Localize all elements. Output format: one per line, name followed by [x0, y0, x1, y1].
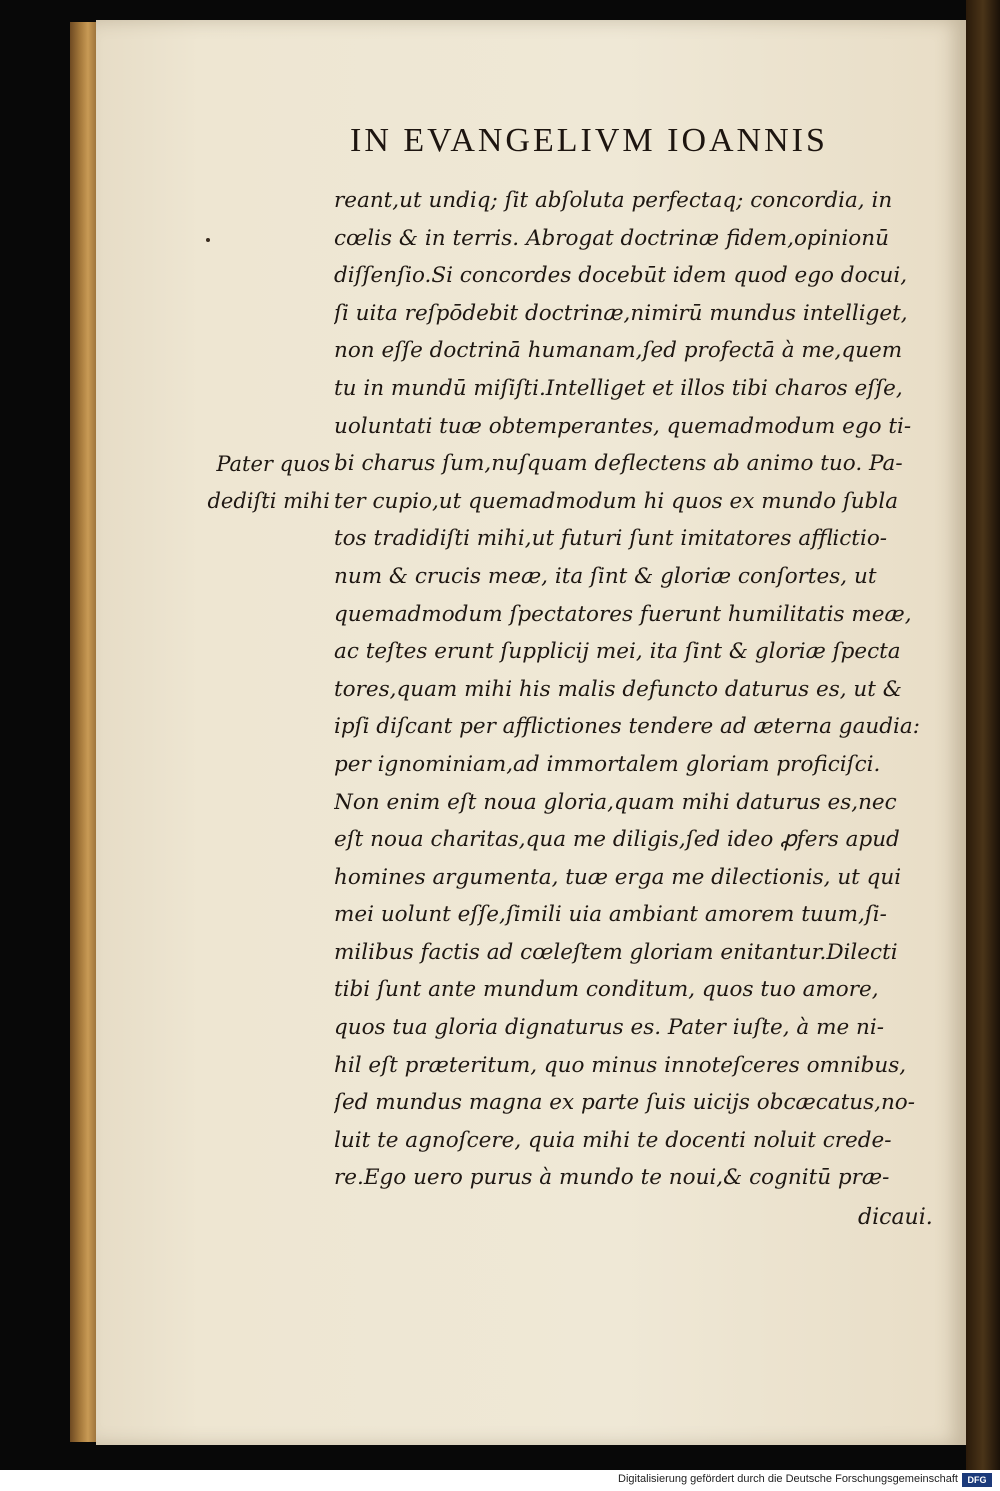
- text-line: tibi ſunt ante mundum conditum, quos tuo amore,: [334, 977, 879, 1003]
- book-right-edge: [966, 0, 1000, 1470]
- text-line: quos tua gloria dignaturus es. Pater iuſte, à me ni-: [334, 1015, 885, 1041]
- text-line: diſſenſio.Si concordes docebūt idem quod ego docui,: [334, 263, 908, 289]
- text-line: mei uolunt eſſe,ſimili uia ambiant amorem tuum,ſi-: [334, 902, 887, 928]
- text-line: ter cupio,ut quemadmodum hi quos ex mundo ſubla: [334, 488, 899, 514]
- text-line: per ignominiam,ad immortalem gloriam proficiſci.: [334, 751, 881, 777]
- text-line: tos tradidiſti mihi,ut futuri ſunt imitatores afflictio-: [334, 526, 888, 552]
- text-line: homines argumenta, tuæ erga me dilectionis, ut qui: [334, 864, 902, 890]
- text-line: num & crucis meæ, ita ſint & gloriæ conſortes, ut: [334, 563, 877, 589]
- text-line: quemadmodum ſpectatores fuerunt humilitatis meæ,: [334, 601, 912, 627]
- text-line: tores,quam mihi his malis defuncto daturus es, ut &: [334, 676, 902, 702]
- text-line: ipſi diſcant per afflictiones tendere ad æterna gaudia:: [334, 714, 920, 740]
- text-line: ac teſtes erunt ſupplicij mei, ita ſint & gloriæ ſpecta: [334, 639, 901, 665]
- text-line: non eſſe doctrinā humanam,ſed profectā à me,quem: [334, 338, 903, 364]
- dfg-logo-icon: DFG: [962, 1473, 992, 1487]
- text-line: ſi uita reſpōdebit doctrinæ,nimirū mundus intelliget,: [334, 300, 908, 326]
- text-line: Non enim eſt noua gloria,quam mihi daturus es,nec: [334, 789, 897, 815]
- marginal-note-line: Pater quos: [216, 452, 330, 476]
- text-line: hil eſt præteritum, quo minus innoteſceres omnibus,: [334, 1052, 907, 1078]
- text-line: uoluntati tuæ obtemperantes, quemadmodum ego ti-: [334, 413, 912, 439]
- catchword: dicaui.: [858, 1205, 933, 1230]
- text-line: bi charus ſum,nuſquam deflectens ab animo tuo. Pa-: [334, 451, 903, 477]
- text-line: milibus factis ad cœleſtem gloriam enitantur.Dilecti: [334, 939, 898, 965]
- text-line: eſt noua charitas,qua me diligis,ſed ideo ꝓfers apud: [334, 827, 900, 853]
- footer-bar: [0, 1470, 1000, 1491]
- body-text: [334, 182, 954, 1197]
- text-line: cœlis & in terris. Abrogat doctrinæ fidem,opinionū: [334, 225, 889, 251]
- margin-dot: [206, 238, 210, 242]
- text-line: re.Ego uero purus à mundo te noui,& cognitū præ-: [334, 1165, 890, 1191]
- text-line: reant,ut undiq; ſit abſoluta perfectaq; concordia, in: [334, 188, 893, 213]
- text-line: luit te agnoſcere, quia mihi te docenti noluit crede-: [334, 1127, 892, 1153]
- marginal-note-line: dediſti mihi: [207, 489, 330, 513]
- text-line: tu in mundū miſiſti.Intelliget et illos tibi charos eſſe,: [334, 375, 903, 401]
- running-head: IN EVANGELIVM IOANNIS: [350, 122, 828, 159]
- footer-credit: Digitalisierung gefördert durch die Deutsche Forschungsgemeinschaft: [618, 1473, 958, 1485]
- marginal-note: [190, 446, 330, 520]
- text-line: ſed mundus magna ex parte ſuis uicijs obcæcatus,no-: [334, 1090, 915, 1116]
